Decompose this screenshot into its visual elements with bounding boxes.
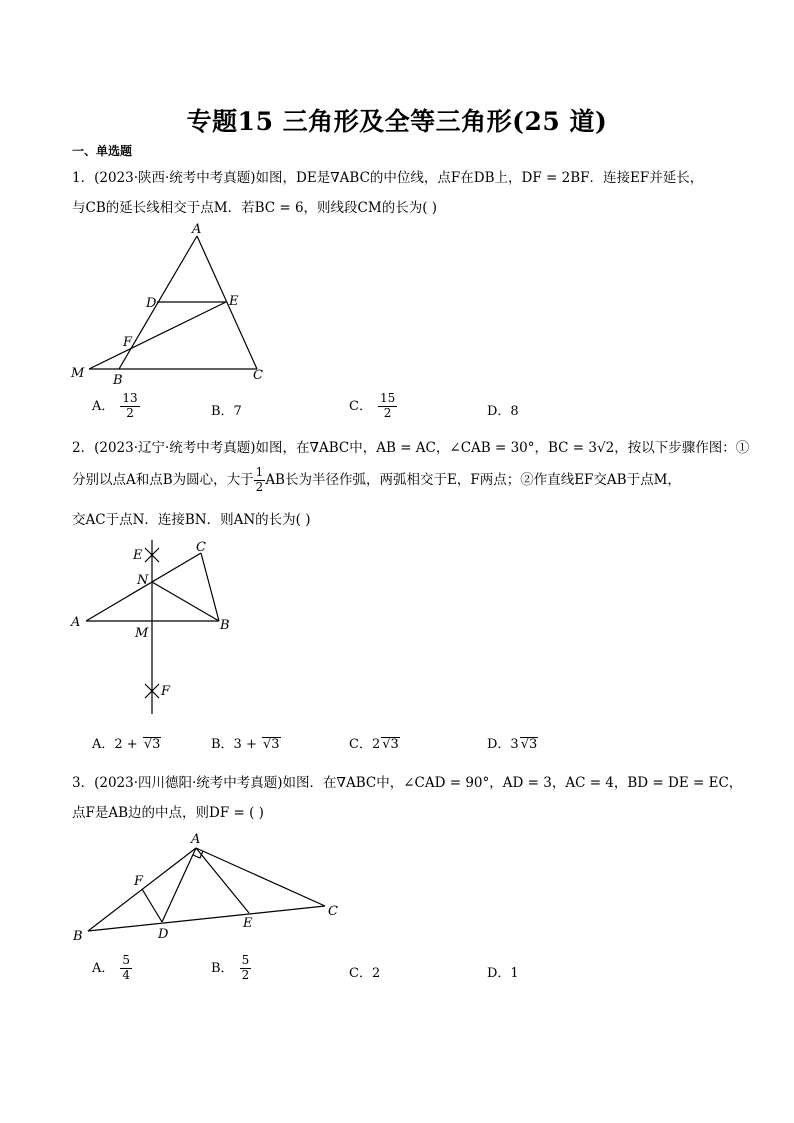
- q1-option-b[interactable]: B．7: [211, 404, 242, 419]
- q3-figure: [66, 826, 346, 946]
- q3-label-B: B: [73, 929, 83, 944]
- q2-label-C: C: [196, 540, 206, 555]
- q3-label-C: C: [328, 904, 338, 919]
- q3-text-line2: 点F是AB边的中点，则DF = ( ): [72, 805, 264, 821]
- q2-figure: [66, 534, 246, 719]
- q1-option-c[interactable]: C． $\frac{15}{2}$: [349, 391, 396, 420]
- q2-label-B: B: [220, 618, 230, 633]
- q3-option-b[interactable]: B． $\frac{5}{2}$: [211, 953, 250, 982]
- q2-option-b[interactable]: B．3 + √3: [211, 737, 280, 752]
- q2-label-A: A: [71, 615, 81, 630]
- q1-label-D: D: [146, 296, 157, 311]
- q2-text-line3: 交AC于点N．连接BN．则AN的长为( ): [72, 512, 311, 528]
- q2-label-E: E: [133, 548, 143, 563]
- q2-text-line1: 2．(2023·辽宁·统考中考真题)如图，在∇ABC中，AB = AC，∠CAB = 30°，BC = 3√2，按以下步骤作图：①: [72, 440, 750, 456]
- q3-text-line1: 3．(2023·四川德阳·统考中考真题)如图．在∇ABC中，∠CAD = 90°，AD = 3，AC = 4，BD = DE = EC，: [72, 775, 743, 791]
- q2-option-a[interactable]: A．2 + √3: [92, 737, 161, 752]
- page-title: 专题15 三角形及全等三角形(25 道): [186, 107, 608, 136]
- q3-option-c[interactable]: C．2: [349, 966, 381, 981]
- q1-label-C: C: [253, 368, 263, 383]
- section-label: 一、单选题: [72, 144, 133, 158]
- q3-option-a[interactable]: A． $\frac{5}{4}$: [92, 953, 131, 982]
- q1-option-d[interactable]: D．8: [487, 404, 519, 419]
- q2-option-d[interactable]: D．3 √3: [487, 737, 538, 752]
- q2-option-c[interactable]: C．2 √3: [349, 737, 399, 752]
- q1-label-A: A: [192, 222, 202, 237]
- q1-label-B: B: [113, 373, 123, 388]
- q1-label-F: F: [123, 335, 133, 350]
- q3-label-D: D: [158, 927, 169, 942]
- q1-text-line2: 与CB的延长线相交于点M．若BC = 6，则线段CM的长为( ): [72, 200, 438, 216]
- q1-figure: [66, 220, 286, 390]
- q1-label-M: M: [71, 366, 85, 381]
- q3-label-A: A: [191, 832, 201, 847]
- q2-label-M: M: [135, 626, 149, 641]
- q3-label-F: F: [134, 874, 144, 889]
- q2-text-line2: 分别以点A和点B为圆心，大于 $\frac{1}{2}$ AB长为半径作弧，两弧相交于E，F两点；②作直线EF交AB于点M，: [72, 465, 681, 494]
- q2-label-F: F: [161, 684, 171, 699]
- q1-label-E: E: [229, 294, 239, 309]
- q2-label-N: N: [137, 573, 149, 588]
- q3-option-d[interactable]: D．1: [487, 966, 519, 981]
- q1-text-line1: 1．(2023·陕西·统考中考真题)如图，DE是∇ABC的中位线，点F在DB上，DF = 2BF．连接EF并延长，: [72, 170, 704, 186]
- q1-option-a[interactable]: A． $\frac{13}{2}$: [92, 391, 138, 420]
- q3-label-E: E: [243, 916, 253, 931]
